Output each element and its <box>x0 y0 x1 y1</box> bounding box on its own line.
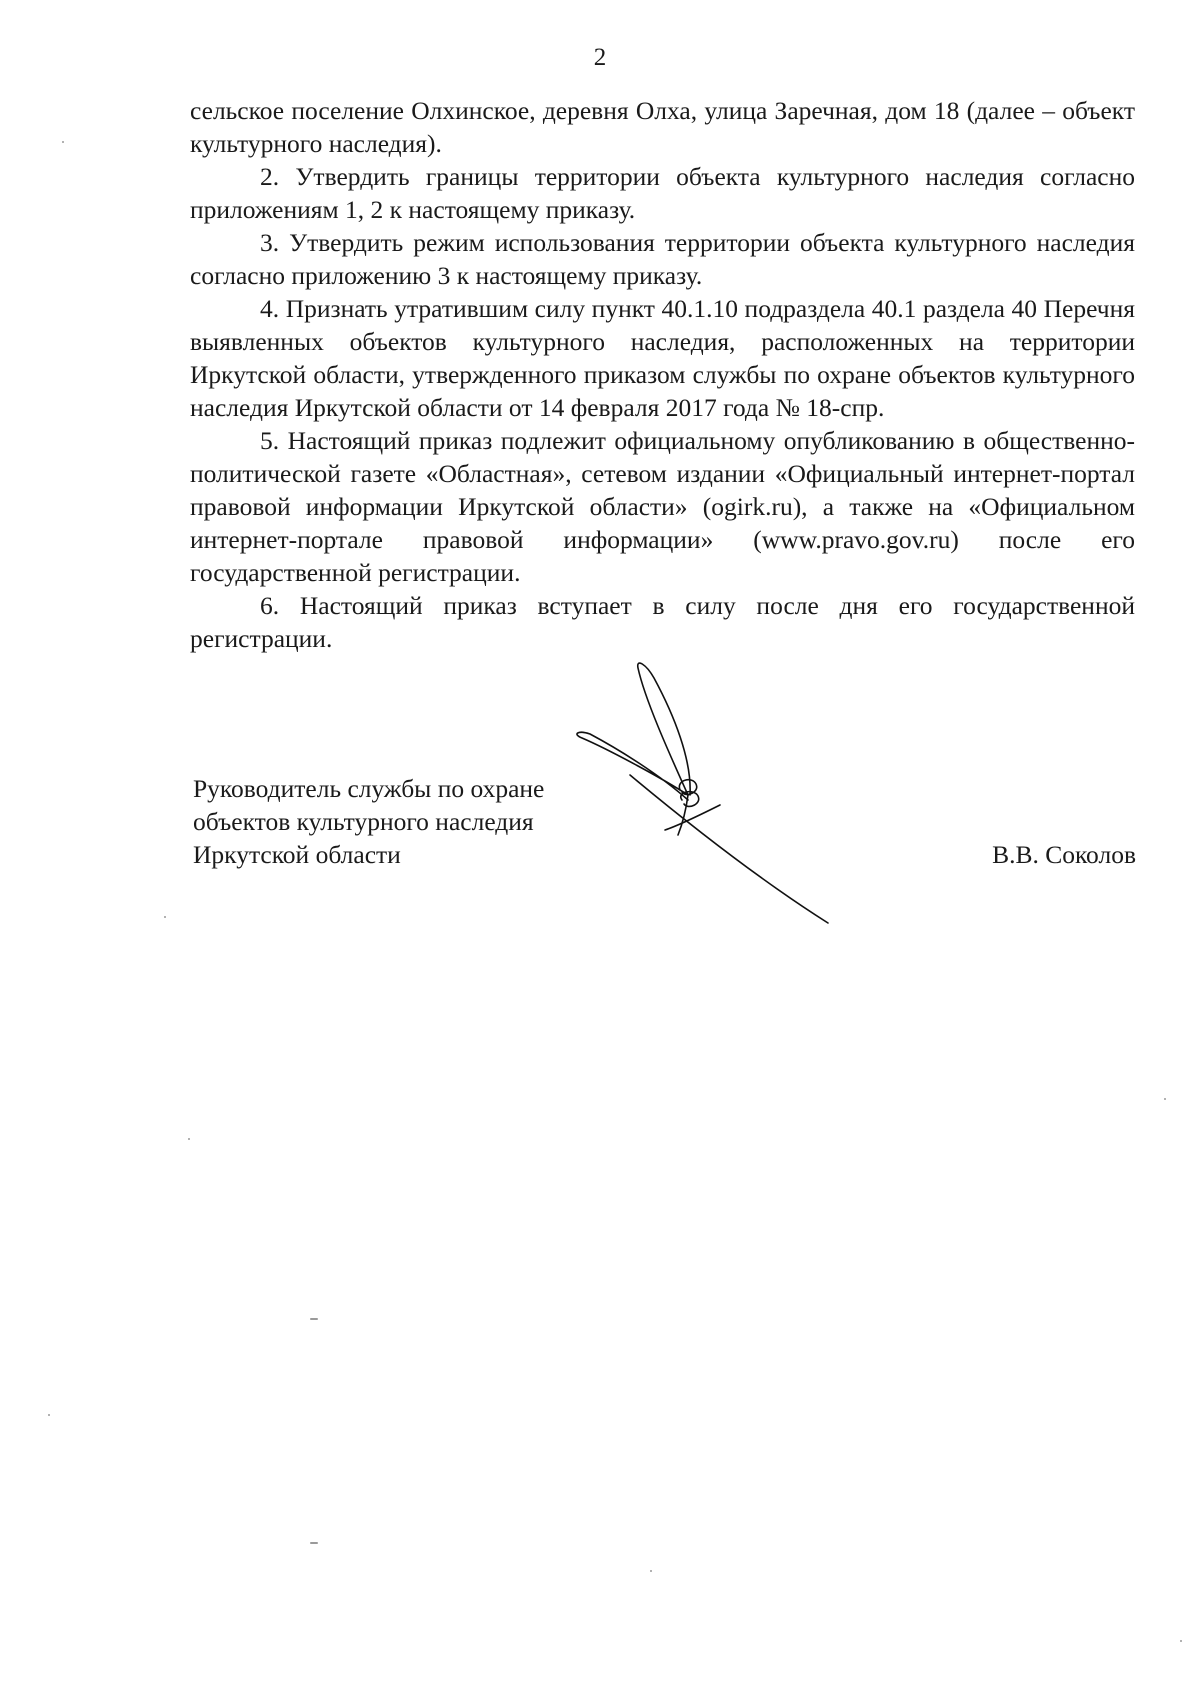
signer-position-line: Иркутской области <box>193 840 401 869</box>
scan-speck <box>310 1542 318 1544</box>
scan-speck <box>164 916 166 918</box>
paragraph-item-5: 5. Настоящий приказ подлежит официальному опубликованию в общественно-политической газете «Областная», сетевом издании «Официальный интернет-портал правовой информации Иркутской области» (ogirk.ru), а также на «Официальном интернет-портале правовой информации» (www.pravo.gov.ru) после его государственной регистрации. <box>190 426 1135 587</box>
handwritten-signature <box>570 660 890 960</box>
paragraph-item-6: 6. Настоящий приказ вступает в силу после дня его государственной регистрации. <box>190 591 1135 653</box>
signer-position-line: объектов культурного наследия <box>193 807 534 836</box>
scan-speck <box>188 1138 190 1140</box>
page-number: 2 <box>593 44 607 71</box>
document-body <box>190 94 1135 655</box>
scan-speck <box>650 1570 652 1572</box>
paragraph-item-4: 4. Признать утратившим силу пункт 40.1.10 подраздела 40.1 раздела 40 Перечня выявленных объектов культурного наследия, расположенных на территории Иркутской области, утвержденного приказом службы по охране объектов культурного наследия Иркутской области от 14 февраля 2017 года № 18-спр. <box>190 294 1135 422</box>
paragraph-continuation: сельское поселение Олхинское, деревня Олха, улица Заречная, дом 18 (далее – объект культурного наследия). <box>190 96 1135 158</box>
paragraph-item-3: 3. Утвердить режим использования территории объекта культурного наследия согласно приложению 3 к настоящему приказу. <box>190 228 1135 290</box>
signer-name: В.В. Соколов <box>992 840 1136 869</box>
scan-speck <box>1164 1098 1166 1100</box>
paragraph-item-2: 2. Утвердить границы территории объекта культурного наследия согласно приложениям 1, 2 к настоящему приказу. <box>190 162 1135 224</box>
signer-position <box>193 772 544 871</box>
scan-speck <box>310 1318 318 1320</box>
scan-speck <box>48 1414 50 1416</box>
scan-speck <box>62 141 64 143</box>
signer-position-line: Руководитель службы по охране <box>193 774 545 803</box>
scan-speck <box>1180 1640 1182 1642</box>
